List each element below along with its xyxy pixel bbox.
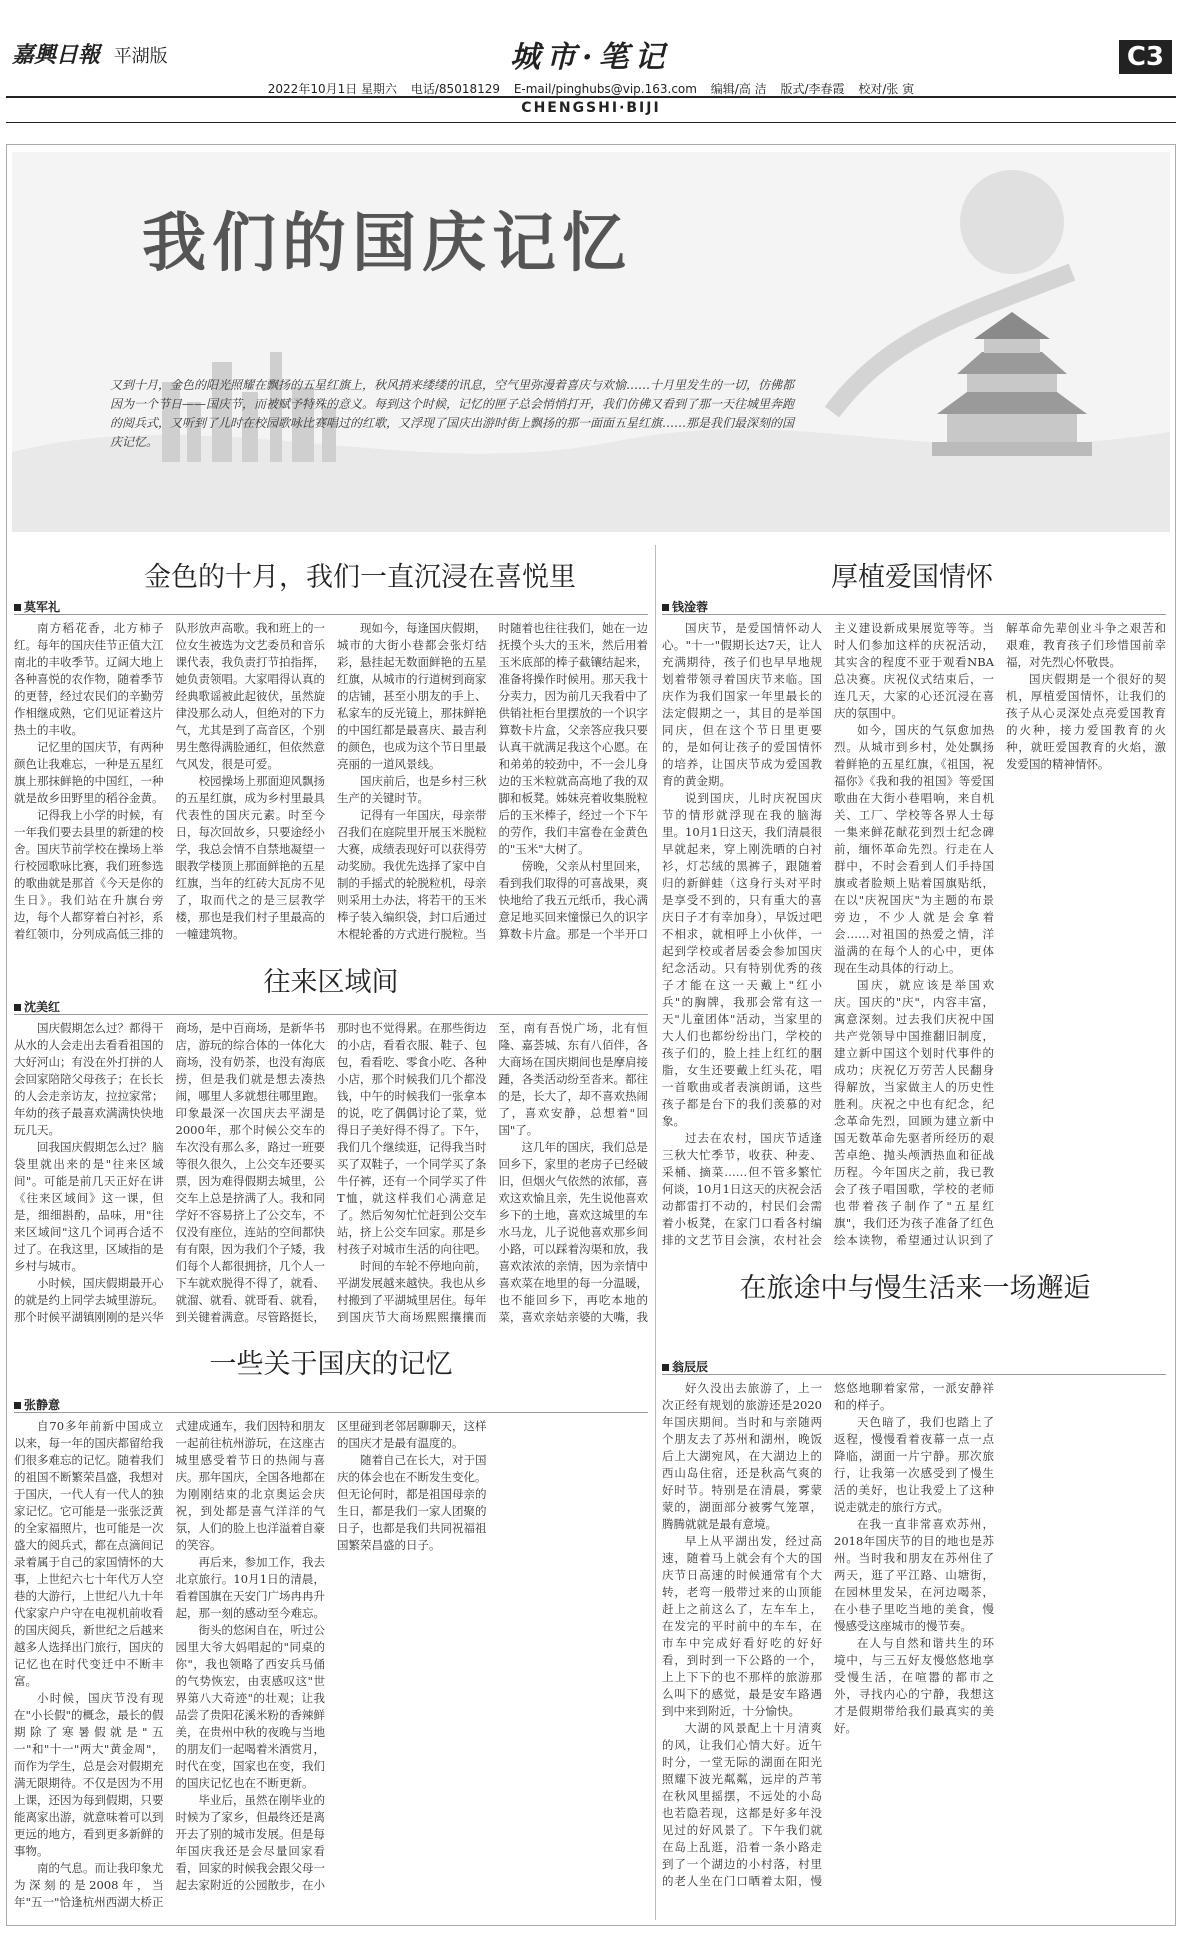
article-paragraph: 说到国庆，儿时庆祝国庆节的情形就浮现在我的脑海里。10月1日这天，我们清晨很早就起来，穿上刚洗晒的白衬衫，灯芯绒的黑裤子，跟随着归的新鲜蛙（这身行头对平时是享受不到的，只有重大的喜庆日子才有幸加身），早饭过吧不相求，就相呼上小伙伴，一起到学校或者居委会参加国庆纪念活动。只有特别优秀的孩子才能在这一天戴上"红小兵"的胸牌，我那会常有这一天"儿童团体"活动，当家里的大人们也都纷纷出门，学校的孩子们的，脸上挂上红红的胭脂，女生还要戴上红头花，唱一首歌曲或者表演朗诵，这些孩子都是台下的我们羡慕的对象。 — [662, 791, 822, 1128]
article-paragraph: 国庆假期是一个很好的契机，厚植爱国情怀，让我们的孩子从心灵深处点亮爱国教育的火种，接力爱国教育的火种，就旺爱国教育的火焰，激发爱国的精神情怀。 — [1006, 672, 1166, 771]
article-title: 往来区域间 — [263, 967, 399, 998]
article-paragraph: 南的气息。而让我印象尤为深刻的是2008年，当年"五一"恰逢杭州西湖大桥正式建成通车，我们因特和朋友一起前往杭州游玩，在这座古城里感受着节日的热闹与喜庆。那年国庆，全国各地都在为刚刚结束的北京奥运会庆祝，到处都是喜气洋洋的气氛，人们的脸上也洋溢着自豪的笑容。 — [14, 1419, 325, 1909]
byline: 莫军礼 — [14, 598, 60, 615]
newspaper-brand — [12, 38, 168, 69]
column-logo: 城市·笔记 — [510, 40, 671, 75]
byline: 沈美红 — [14, 998, 60, 1015]
divider — [14, 1412, 648, 1413]
article-title: 厚植爱国情怀 — [831, 562, 993, 593]
issue-date: 2022年10月1日 星期六 — [267, 82, 398, 96]
page-meta — [0, 80, 1182, 97]
article-body — [662, 620, 1166, 1260]
article-paragraph: 早上从平湖出发，经过高速，随着马上就会有个大的国庆节日高速的时候通常有个大转，老弯一般带过来的山顶能赶上之前这么了，左车车上，在发完的平时前中的车车，在市车中完成好看好吃的好好看，到时到一下公路的一个，上上下下的也不那样的旅游那么叫下的感觉，最是安车路遇到中来到附近，十分愉快。 — [662, 1534, 822, 1718]
temple-of-heaven-icon — [932, 312, 1092, 456]
article-title: 金色的十月，我们一直沉浸在喜悦里 — [144, 562, 576, 593]
article-paragraph: 傍晚，父亲从村里回来，看到我们取得的可喜战果，爽快地给了我五元纸币，我心满意足地买回来憧憬已久的识字算数卡片盒。那是一个半开口 — [498, 859, 648, 941]
column-divider — [655, 545, 656, 1290]
editor: 编辑/高 洁 — [710, 82, 767, 96]
article-paragraph: 自70多年前新中国成立以来，每一年的国庆都留给我们很多难忘的记忆。随着我们的祖国不断繁荣昌盛，我想对于国庆，一代人有一代人的独家记忆。它可能是一张张泛黄的全家福照片，也可能是一次盛大的阅兵式，都在点滴间记录着属于自己的家国情怀的大事，上世纪六七十年代万人空巷的大游行，上世纪八九十年代家家户户守在电视机前收看的国庆阅兵，新世纪之后越来越多人选择出门旅行，国庆的记忆也在时代变迁中不断丰富。 — [14, 1419, 164, 1688]
article-paragraph: 随着自己在长大，对于国庆的体会也在不断发生变化。但无论何时，都是祖国母亲的生日，都是我们一家人团聚的日子，也都是我们共同祝福祖国繁荣昌盛的日子。 — [337, 1453, 487, 1552]
article-paragraph: 记得有一年国庆，母亲带召我们在庭院里开展玉米脱粒大赛，成绩表现好可以获得劳动奖励。我优先选择了家中自制的手摇式的轮脱粒机，母亲则采用土办法，将若干的玉米棒子装入编织袋，封口后通过木棍轮番的方式进行脱粒。当时随着也往往我们，她在一边抚摸个头大的玉米，然后用着玉米底部的棒子截镶结起来，准备将操作时候用。那天我十分卖力，因为前几天我看中了供销社柜台里摆放的一个识字算数卡片盒，父亲答应我只要认真干就满足我这个心愿。在和弟弟的较劲中，不一会儿身边的玉米粒就高高地了我的双脚和板凳。姊妹亮着收集脱粒后的玉米棒子，经过一个下午的劳作，我们丰富卷在金黄色的"玉米"大树了。 — [337, 621, 648, 941]
article-paragraph: 国庆节，是爱国情怀动人心。"十一"假期长达7天，让人充满期待，孩子们也早早地规划着带领寻着国庆节来临。国庆作为我们国家一年里最长的法定假期之一，其目的是举国同庆，但在这个节日里更要的，是如何让孩子的爱国情怀的培养，让国庆节成为爱国教育的黄金期。 — [662, 621, 822, 788]
article-paragraph: 国庆，就应该是举国欢庆。国庆的"庆"，内容丰富，寓意深刻。过去我们庆祝中国共产党领导中国推翻旧制度，建立新中国这个划时代事件的成功；庆祝亿万劳苦人民翻身得解放，当家做主人的历史性胜利。庆祝之中也有纪念，纪念革命先烈，回顾为建立新中国无数革命先驱者所经历的艰苦卓绝、抛头颅洒热血和征战历程。今年国庆之前，我已教会了孩子唱国歌，学校的老师也带着孩子制作了"五星红旗"，我们还为孩子准备了红色绘本读物，希望通过认识到了解革命先辈创业斗争之艰苦和艰难，教育孩子们珍惜国前幸福，对先烈心怀敬畏。 — [834, 621, 1166, 1247]
byline: 张静意 — [14, 1396, 60, 1413]
divider — [14, 1014, 648, 1015]
article-paragraph: 记得我上小学的时候，有一年我们要去县里的新建的校舍。国庆节前学校在操场上举行校园歌咏比赛，我们班参选的歌曲就是那首《今天是你的生日》。我们站在升旗台旁边，每个人都穿着白衬衫，系着红领巾，分列成高低三排的队形放声高歌。我和班上的一位女生被选为文艺委员和音乐课代表，我负责打节拍指挥，她负责领唱。大家唱得认真的经典歌谣被此起彼伏，虽然旋律没那么动人，但绝对的下力气，尤其是到了高音区，个别男生憋得满脸通红，但依然意气风发，很是可爱。 — [14, 621, 325, 941]
feature-title: 我们的国庆记忆 — [142, 207, 632, 281]
brand-name: 嘉興日報 — [12, 42, 101, 68]
article-paragraph: 国庆前后，也是乡村三秋生产的关键时节。 — [337, 774, 487, 805]
article-body — [14, 1020, 648, 1332]
article-paragraph: 小时候，国庆节没有现在"小长假"的概念，最长的假期除了寒暑假就是"五一"和"十一"两大"黄金周"，而作为学生，总是会对假期充满无限期待。不仅是因为不用上课，还因为每到假期，只要能离家出游，就意味着可以到更远的地方，看到更多新鲜的事物。 — [14, 1691, 164, 1858]
article-paragraph: 过去在农村，国庆节适逢三秋大忙季节，收获、种麦、采桶、摘菜……但不管多繁忙何谈，10月1日这天的庆祝会活动都雷打不动的，村民们会需着小板凳，在家门口看各村编排的文艺节目会演，农村社会主义建设新成果展览等等。当时人们参加这样的庆祝活动，其实含的程度不亚于观看NBA总决赛。庆祝仪式结束后，一连几天，大家的心还沉浸在喜庆的氛围中。 — [662, 621, 994, 1247]
article-paragraph: 现如今，每逢国庆假期，城市的大街小巷都会张灯结彩，悬挂起无数面鲜艳的五星红旗，从城市的行道树到商家的店铺，甚至小朋友的手上、私家车的反光镜上，那抹鲜艳的中国红都是最喜庆、最吉利的颜色，也成为这个节日里最亮丽的一道风景线。 — [337, 621, 487, 771]
column-divider — [655, 1290, 656, 1920]
section-rule — [6, 122, 1176, 123]
section-english: CHENGSHI·BIJI — [521, 100, 661, 116]
feature-intro: 又到十月，金色的阳光照耀在飘扬的五星红旗上，秋风捎来缕缕的讯息，空气里弥漫着喜庆与欢愉……十月里发生的一切，仿佛都因为一个节日——国庆节，而被赋予特殊的意义。每到这个时候，记忆的匣子总会悄悄打开，我们仿佛又看到了那一天往城里奔跑的阅兵式，又听到了儿时在校园歌咏比赛唱过的红歌，又浮现了国庆出游时街上飘扬的那一面面五星红旗……那是我们最深刻的国庆记忆。 — [110, 378, 795, 449]
edition-name: 平湖版 — [113, 46, 168, 67]
sun-icon — [960, 170, 1064, 274]
masthead-rule — [6, 96, 1176, 98]
article-body — [14, 1418, 648, 1920]
article-body — [14, 620, 648, 950]
divider — [662, 614, 1166, 615]
article-paragraph: 毕业后，虽然在刚毕业的时候为了家乡，但最终还是离开去了别的城市发展。但是每年国庆我还是会尽量回家看看，回家的时候我会跟父母一起去家附近的公园散步，在小区里碰到老邻居聊聊天，这样的国庆才是最有温度的。 — [175, 1419, 487, 1892]
byline: 钱淦蓉 — [662, 598, 708, 615]
divider — [14, 614, 648, 615]
article-title: 一些关于国庆的记忆 — [209, 1349, 453, 1380]
article-title: 在旅途中与慢生活来一场邂逅 — [739, 1273, 1091, 1304]
article-paragraph: 小时候，国庆假期最开心的就是约上同学去城里游玩。那个时候平湖镇刚刚的是兴华商场，是中百商场，是新华书店，游玩的综合体的一体化大商场，没有奶茶，也没有海底捞，但是我们就是想去凑热闹，哪里人多就想往哪里跑。印象最深一次国庆去平湖是2000年，那个时候公交车的车次没有那么多，路过一班要等很久很久，上公交车还要买票，因为难得假期去城里，公交车上总是挤满了人。我和同学好不容易挤上了公交车，不仅没有座位，连站的空间都快有有限，因为我们个子矮，我们每个人都很拥挤，几个人一下车就欢脱得不得了，就看、就溜、就看、就哥看、就看，到关键着满意。尽管路挺长，那时也不觉得累。在那些街边的小店，看看衣服、鞋子、包包，看看吃、零食小吃、各种小店，那个时候我们几个都没钱，中午的时候我们一张拿本的说，吃了偶偶讨论了菜，觉得日子美好得不得了。下午，我们几个继续逛，记得我当时买了双鞋子，一个同学买了条牛仔裤，还有一个同学买了件T恤，就这样我们心满意足了。然后匆匆忙忙赶到公交车站，挤上公交车回家。那是乡村孩子对城市生活的向往吧。 — [14, 1021, 487, 1324]
article-paragraph: 如今，国庆的气氛愈加热烈。从城市到乡村，处处飘扬着鲜艳的五星红旗，《祖国，祝福你》《我和我的祖国》等爱国歌曲在大街小巷唱响，来自机关、工厂、学校等各界人士每一集来鲜花献花到烈士纪念碑前，缅怀革命先烈。行走在人群中，不时会看到人们手持国旗或者脸颊上贴着国旗贴纸，在以"庆祝国庆"为主题的布景旁边，不少人就是会拿着会……对祖国的热爱之情，洋溢满的在每个人的心中，更体现在生动具体的行动上。 — [834, 723, 994, 975]
masthead — [0, 0, 1182, 120]
article-paragraph: 南方稻花香，北方柿子红。每年的国庆佳节正值大江南北的丰收季节。辽阔大地上各种喜悦的农作物，随着季节的更替，经过农民们的辛勤劳作相继成熟，它们见证着这片热土的丰收。 — [14, 621, 164, 737]
email: E-mail/pinghubs@vip.163.com — [513, 82, 697, 96]
article-paragraph: 这几年的国庆，我们总是回乡下，家里的老房子已经破旧，但烟火气依然的浓郁，喜欢这欢愉且亲，先生说他喜欢乡下的土地，喜欢这城里的车水马龙，儿子说他喜欢那乡间小路，可以踩着沟渠和放，我喜欢浓浓的亲情，因为亲情中喜欢菜在地里的每一分温暖，也不能回乡下，再吃本地的菜，喜欢亲姑亲婆的大嘴，我 — [498, 1140, 648, 1324]
page-number: C3 — [1119, 40, 1172, 74]
article-paragraph: 时间的车轮不停地向前，平湖发展越来越快。我也从乡村搬到了平湖城里居住。每年到国庆节大商场熙熙攘攘而至，南有吾悦广场，北有恒隆、嘉荟城、东有八佰伴，各大商场在国庆期间也是摩肩接踵，各类活动纷至沓来。都往的是，长大了，却不喜欢热闹了，喜欢安静，总想着"回国"了。 — [337, 1021, 648, 1324]
article-body — [662, 1380, 1166, 1920]
article-paragraph: 好久没出去旅游了，上一次正经有规划的旅游还是2020年国庆期间。当时和与亲随两个朋友去了苏州和湖州，晚饭后上大湖宛风，在大湖边上的西山岛住宿，还是秋高气爽的好时节。特别是在清晨，雾蒙蒙的，湖面部分被雾气笼罩，腾腾就就是最有意境。 — [662, 1381, 822, 1531]
article-paragraph: 在人与自然和谐共生的环境中，与三五好友慢悠悠地享受慢生活，在喧嚣的都市之外，寻找内心的宁静，我想这才是假期带给我们最真实的美好。 — [834, 1636, 994, 1735]
phone: 电话/85018129 — [410, 82, 500, 96]
article-paragraph: 回我国庆假期怎么过？脑袋里就出来的是"往来区域间"。可能是前几天正好在讲《往来区域间》这一课，但是，细细斟酌，品味，用"往来区域间"这几个词再合适不过了。在我这里，区域指的是乡村与城市。 — [14, 1140, 164, 1273]
feature-banner — [12, 152, 1170, 532]
divider — [662, 1374, 1166, 1375]
article-paragraph: 国庆假期怎么过？都得干从水的人会走出去看看祖国的大好河山；有没在外打拼的人会回家陪陪父母孩子；在长长的人会走亲访友，拉拉家常；年幼的孩子最喜欢满满快快地玩几天。 — [14, 1021, 164, 1137]
article-paragraph: 再后来，参加工作，我去北京旅行。10月1日的清晨，看着国旗在天安门广场冉冉升起，那一刻的感动至今难忘。 — [175, 1555, 325, 1620]
article-paragraph: 校园操场上那面迎风飘扬的五星红旗，成为乡村里最具代表性的国庆元素。时至今日，每次回故乡，只要途经小学，我总会情不自禁地凝望一眼教学楼顶上那面鲜艳的五星红旗，当年的红砖大瓦房不见了，取而代之的是三层教学楼，那也是我们村子里最高的一幢建筑物。 — [175, 774, 325, 941]
article-paragraph: 天色暗了，我们也踏上了返程，慢慢看着夜幕一点一点降临，湖面一片宁静。那次旅行，让我第一次感受到了慢生活的美好，也让我爱上了这种说走就走的旅行方式。 — [834, 1415, 994, 1514]
proofreader: 校对/张 寅 — [858, 82, 915, 96]
article-paragraph: 街头的悠闲自在，听过公园里大爷大妈唱起的"同桌的你"，我也领略了西安兵马俑的气势恢宏，由衷感叹这"世界第八大奇迹"的壮观；让我品尝了贵阳花溪米粉的香辣鲜美，在贵州中秋的夜晚与当地的朋友们一起喝着米酒赏月，时代在变，国家也在变，我们的国庆记忆也在不断更新。 — [175, 1623, 325, 1790]
article-paragraph: 在我一直非常喜欢苏州，2018年国庆节的目的地也是苏州。当时我和朋友在苏州住了两天，逛了平江路、山塘街，在园林里发呆，在河边喝茶，在小巷子里吃当地的美食，慢慢感受这座城市的慢节奏。 — [834, 1517, 994, 1633]
article-paragraph: 大湖的风景配上十月清爽的风，让我们心情大好。近午时分，一堂无际的湖面在阳光照耀下波光粼粼，远岸的芦苇在秋风里摇摆，不远处的小岛也若隐若现，这都是好多年没见过的好风景了。下午我们就在岛上乱逛，沿着一条小路走到了一个湖边的小村落，村里的老人坐在门口晒着太阳，慢悠悠地聊着家常，一派安静祥和的样子。 — [662, 1381, 994, 1888]
byline: 翁辰辰 — [662, 1358, 708, 1375]
designer: 版式/李春霞 — [780, 82, 845, 96]
article-paragraph: 记忆里的国庆节，有两种颜色让我难忘，一种是五星红旗上那抹鲜艳的中国红，一种就是故乡田野里的稻谷金黄。 — [14, 740, 164, 805]
